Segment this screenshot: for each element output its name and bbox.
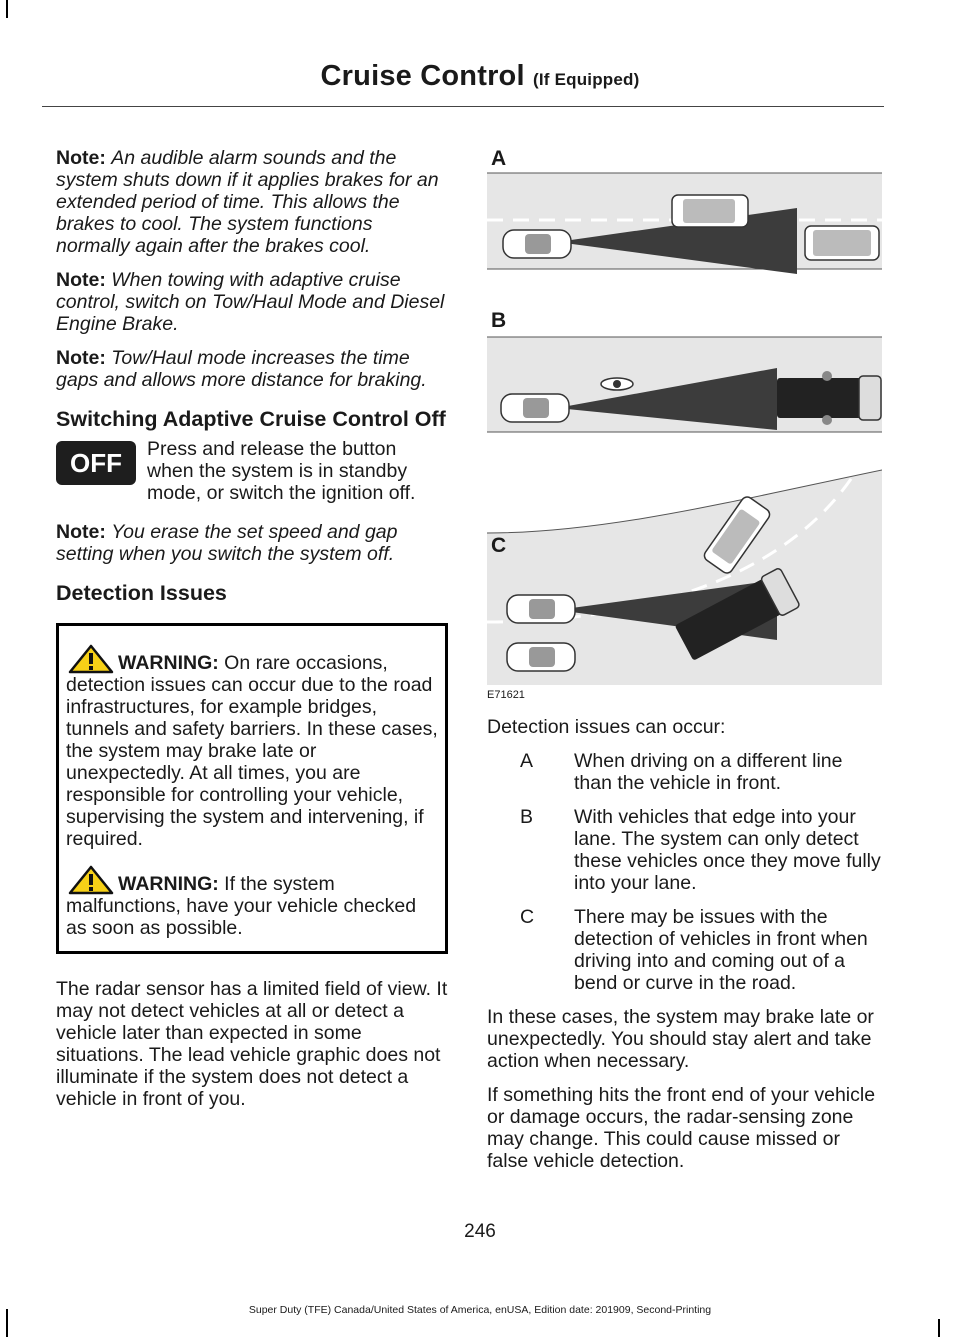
warning-box: [56, 623, 448, 954]
right-column: [487, 140, 882, 1172]
radar-zone-paragraph: If something hits the front end of your vehicle or damage occurs, the radar-sensing zone may change. This could cause missed or false vehicle detection.: [487, 1084, 876, 1172]
list-item-text: There may be issues with the detection of vehicles in front when driving into and coming out of a bend or curve in the road.: [574, 906, 868, 994]
detection-lead: Detection issues can occur:: [487, 716, 726, 738]
off-instruction-text: Press and release the button when the system is in standby mode, or switch the ignition off.: [147, 438, 416, 504]
note-tow-haul: Note: Tow/Haul mode increases the time gaps and allows more distance for braking.: [56, 347, 427, 391]
page-header: [0, 60, 960, 93]
warning-triangle-icon: [68, 644, 114, 674]
list-item: [487, 906, 882, 994]
note-towing: Note: When towing with adaptive cruise control, switch on Tow/Haul Mode and Diesel Engine Brake.: [56, 269, 445, 335]
left-column: [56, 147, 448, 1110]
page-footer: Super Duty (TFE) Canada/United States of America, enUSA, Edition date: 201909, Second-Printing: [248, 1304, 712, 1316]
motorcycle-icon: [601, 378, 633, 390]
note-alarm: Note: An audible alarm sounds and the system shuts down if it applies brakes for an extended period of time. This allows the brakes to cool. The system functions normally again after the brakes cool.: [56, 147, 439, 257]
page-subtitle: (If Equipped): [533, 70, 640, 89]
warning-infrastructure: WARNING: On rare occasions, detection issues can occur due to the road infrastructures, for example bridges, tunnels and safety barriers. In these cases, the system may brake late or unexpectedly. At all times, you are responsible for controlling your vehicle, supervising the system and intervening, if required.: [66, 644, 438, 850]
list-item-text: When driving on a different line than the vehicle in front.: [574, 750, 843, 794]
header-divider: [42, 106, 884, 107]
truck-icon: [805, 226, 879, 260]
warning-malfunction: WARNING: If the system malfunctions, have your vehicle checked as soon as possible.: [66, 865, 438, 939]
car-icon: [503, 230, 571, 258]
list-item-label: C: [520, 906, 535, 928]
note-off: Note: You erase the set speed and gap setting when you switch the system off.: [56, 521, 398, 565]
warning-triangle-icon: [68, 865, 114, 895]
figure-label-c: C: [491, 534, 507, 557]
page-title: Cruise Control: [320, 60, 525, 92]
figure-label-b: B: [491, 309, 507, 332]
car-icon: [507, 643, 575, 671]
list-item-label: A: [520, 750, 534, 772]
stay-alert-paragraph: In these cases, the system may brake late or unexpectedly. You should stay alert and take action when necessary.: [487, 1006, 874, 1072]
heading-switch-off: Switching Adaptive Cruise Control Off: [56, 407, 446, 431]
off-button-icon: OFF: [56, 441, 136, 485]
off-instruction: [56, 438, 448, 513]
figure-label-a: A: [491, 147, 507, 170]
tractor-trailer-icon: [777, 371, 881, 425]
heading-detection-issues: Detection Issues: [56, 581, 227, 605]
figure-id: E71621: [487, 689, 525, 701]
detection-illustration: [487, 140, 882, 685]
van-icon: [672, 195, 748, 227]
crop-mark: [6, 0, 8, 18]
list-item: [487, 806, 882, 894]
crop-mark: [938, 1319, 940, 1337]
list-item: [487, 750, 882, 794]
list-item-text: With vehicles that edge into your lane. The system can only detect these vehicles once they move fully into your lane.: [574, 806, 881, 894]
detection-figure: [487, 140, 882, 700]
car-icon: [507, 595, 575, 623]
car-icon: [501, 394, 569, 422]
page-number: 246: [464, 1221, 496, 1242]
list-item-label: B: [520, 806, 534, 828]
radar-paragraph: The radar sensor has a limited field of view. It may not detect vehicles at all or detect a vehicle later than expected in some situations. The lead vehicle graphic does not illuminate if the system does not detect a vehicle in front of you.: [56, 978, 448, 1110]
